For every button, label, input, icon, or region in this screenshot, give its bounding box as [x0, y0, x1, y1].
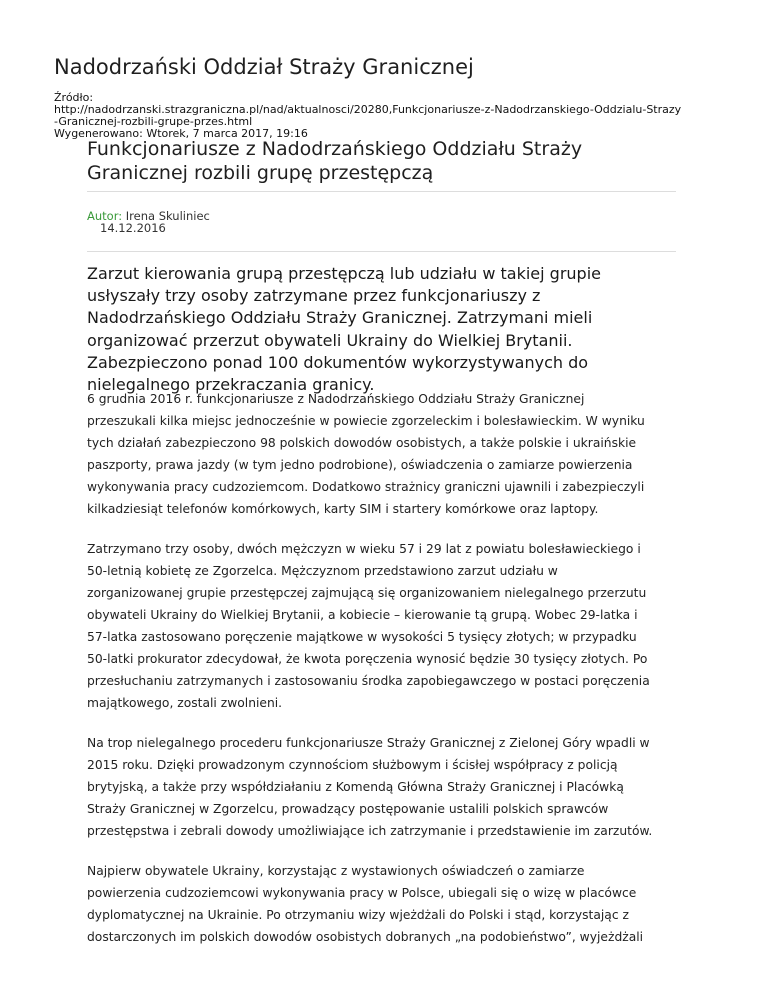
article-body	[87, 388, 687, 966]
text-line: dyplomatycznej na Ukrainie. Po otrzymaniu wizy wjeżdżali do Polski i stąd, korzystając z	[87, 908, 629, 922]
byline	[87, 210, 210, 234]
text-line: paszporty, prawa jazdy (w tym jedno podrobione), oświadczenia o zamiarze powierzenia	[87, 458, 633, 472]
body-paragraph	[87, 732, 687, 842]
body-paragraph	[87, 860, 687, 948]
author-label: Autor:	[87, 209, 123, 223]
source-url-line-1: http://nadodrzanski.strazgraniczna.pl/nad/aktualnosci/20280,Funkcjonariusze-z-Nadodrzanskiego-Oddzialu-Strazy	[54, 103, 682, 116]
text-line: kilkadziesiąt telefonów komórkowych, karty SIM i startery komórkowe oraz laptopy.	[87, 502, 599, 516]
text-line: Na trop nielegalnego procederu funkcjonariusze Straży Granicznej z Zielonej Góry wpadli w	[87, 736, 650, 750]
body-paragraph	[87, 388, 687, 520]
source-label: Źródło:	[54, 91, 94, 104]
site-title: Nadodrzański Oddział Straży Granicznej	[54, 55, 474, 79]
article-lead: Zarzut kierowania grupą przestępczą lub udziału w takiej grupie usłyszały trzy osoby zatrzymane przez funkcjonariuszy z Nadodrzańskiego Oddziału Straży Granicznej. Zatrzymani mieli organizować przerzut obywateli Ukrainy do Wielkiej Brytanii. Zabezpieczono ponad 100 dokumentów wykorzystywanych do nielegalnego przekraczania granicy.	[87, 264, 601, 395]
publish-date: 14.12.2016	[100, 221, 166, 235]
text-line: powierzenia cudzoziemcowi wykonywania pracy w Polsce, ubiegali się o wizę w placówce	[87, 886, 637, 900]
text-line: 2015 roku. Dzięki prowadzonym czynnościom służbowym i ścisłej współpracy z policją	[87, 758, 618, 772]
article-title: Funkcjonariusze z Nadodrzańskiego Oddziału Straży Granicznej rozbili grupę przestępczą	[87, 138, 583, 184]
document-meta	[54, 92, 754, 140]
text-line: przesłuchaniu zatrzymanych i zastosowaniu środka zapobiegawczego w postaci poręczenia	[87, 674, 650, 688]
text-line: 50-latki prokurator zdecydował, że kwota poręczenia wynosić będzie 30 tysięcy złotych. Po	[87, 652, 648, 666]
text-line: 6 grudnia 2016 r. funkcjonariusze z Nadodrzańskiego Oddziału Straży Granicznej	[87, 392, 585, 406]
title-divider	[87, 191, 676, 192]
byline-divider	[87, 251, 676, 252]
text-line: brytyjską, a także przy współdziałaniu z Komendą Główna Straży Granicznej i Placówką	[87, 780, 624, 794]
text-line: tych działań zabezpieczono 98 polskich dowodów osobistych, a także polskie i ukraińskie	[87, 436, 637, 450]
author-name: Irena Skuliniec	[125, 209, 210, 223]
body-paragraph	[87, 538, 687, 714]
text-line: obywateli Ukrainy do Wielkiej Brytanii, a kobiecie – kierowanie tą grupą. Wobec 29-latka i	[87, 608, 638, 622]
text-line: 50-letnią kobietę ze Zgorzelca. Mężczyznom przedstawiono zarzut udziału w	[87, 564, 558, 578]
text-line: 57-latka zastosowano poręczenie majątkowe w wysokości 5 tysięcy złotych; w przypadku	[87, 630, 637, 644]
text-line: wykonywania pracy cudzoziemcom. Dodatkowo strażnicy graniczni ujawnili i zabezpieczyli	[87, 480, 645, 494]
generated-timestamp: Wygenerowano: Wtorek, 7 marca 2017, 19:16	[54, 127, 308, 140]
text-line: majątkowego, zostali zwolnieni.	[87, 696, 283, 710]
text-line: przeszukali kilka miejsc jednocześnie w powiecie zgorzeleckim i bolesławieckim. W wyniku	[87, 414, 645, 428]
text-line: Najpierw obywatele Ukrainy, korzystając z wystawionych oświadczeń o zamiarze	[87, 864, 585, 878]
text-line: Zatrzymano trzy osoby, dwóch mężczyzn w wieku 57 i 29 lat z powiatu bolesławieckiego i	[87, 542, 641, 556]
text-line: zorganizowanej grupie przestępczej zajmującą się organizowaniem nielegalnego przerzutu	[87, 586, 647, 600]
text-line: dostarczonych im polskich dowodów osobistych dobranych „na podobieństwo”, wyjeżdżali	[87, 930, 644, 944]
text-line: przestępstwa i zebrali dowody umożliwiające ich zatrzymanie i przedstawienie im zarzutów.	[87, 824, 653, 838]
source-url-line-2: -Granicznej-rozbili-grupe-przes.html	[54, 115, 253, 128]
text-line: Straży Granicznej w Zgorzelcu, prowadzący postępowanie ustalili polskich sprawców	[87, 802, 609, 816]
